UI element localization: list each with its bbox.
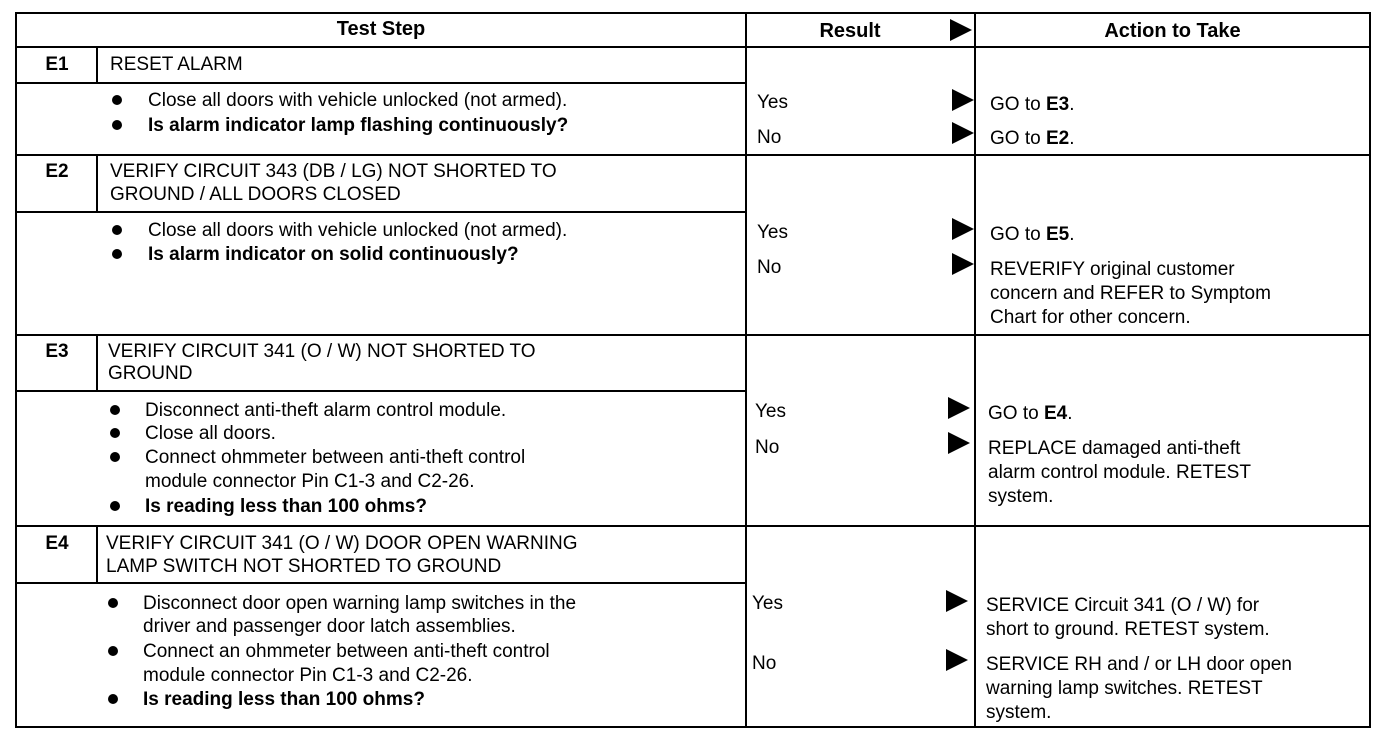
result-arrow-icon [948,397,970,419]
result-arrow-icon [946,649,968,671]
bullet-icon [110,428,120,438]
action-text: GO to E3. [990,94,1075,115]
bullet-icon [108,694,118,704]
result-label: Yes [752,593,783,614]
step-bullet-continuation: module connector Pin C1-3 and C2-26. [143,665,473,686]
step-title: RESET ALARM [110,54,243,75]
step-bullet: Close all doors with vehicle unlocked (not armed). [148,220,568,241]
action-text: REPLACE damaged anti-theft [988,438,1241,459]
section-divider-e2 [15,154,1371,156]
title-divider-e2 [15,211,747,213]
step-code: E4 [45,533,69,554]
step-code: E2 [45,161,69,182]
action-text: Chart for other concern. [990,307,1191,328]
bullet-icon [112,95,122,105]
result-arrow-icon [952,89,974,111]
result-arrow-icon [952,218,974,240]
result-column-divider [745,12,747,728]
action-text: GO to E2. [990,128,1075,149]
result-label: No [755,437,780,458]
bullet-icon [112,120,122,130]
table-left-border [15,12,17,728]
action-text: SERVICE Circuit 341 (O / W) for [986,595,1260,616]
action-text: SERVICE RH and / or LH door open [986,654,1292,675]
action-text: GO to E5. [990,224,1075,245]
table-bottom-border [15,726,1371,728]
result-label: Yes [755,401,786,422]
bullet-icon [110,405,120,415]
section-divider-e3 [15,334,1371,336]
header-action: Action to Take [1104,20,1241,42]
result-arrow-icon [946,590,968,612]
table-right-border [1369,12,1371,728]
action-text: system. [986,702,1052,723]
section-divider-e4 [15,525,1371,527]
header-test-step: Test Step [336,18,426,40]
title-divider-e3 [15,390,747,392]
action-text: alarm control module. RETEST [988,462,1251,483]
result-label: Yes [757,222,788,243]
action-text: system. [988,486,1054,507]
action-text: warning lamp switches. RETEST [986,678,1263,699]
step-code: E1 [45,54,69,75]
header-result: Result [819,20,881,42]
step-title: GROUND / ALL DOORS CLOSED [110,184,401,205]
step-bullet-continuation: driver and passenger door latch assemblies. [143,616,516,637]
result-arrow-icon [952,122,974,144]
step-question: Is alarm indicator lamp flashing continuously? [148,115,569,136]
result-label: Yes [757,92,788,113]
step-code: E3 [45,341,69,362]
table-top-border [15,12,1371,14]
action-text: GO to E4. [988,403,1073,424]
bullet-icon [110,452,120,462]
step-question: Is reading less than 100 ohms? [145,496,427,517]
step-question: Is reading less than 100 ohms? [143,689,425,710]
bullet-icon [108,646,118,656]
title-divider-e4 [15,582,747,584]
step-bullet-continuation: module connector Pin C1-3 and C2-26. [145,471,475,492]
title-divider-e1 [15,82,747,84]
action-text: concern and REFER to Symptom [990,283,1271,304]
step-title: VERIFY CIRCUIT 341 (O / W) DOOR OPEN WARNING [106,533,578,554]
step-title: LAMP SWITCH NOT SHORTED TO GROUND [106,556,502,577]
result-label: No [757,127,782,148]
action-text: REVERIFY original customer [990,259,1235,280]
action-text: short to ground. RETEST system. [986,619,1270,640]
result-label: No [752,653,777,674]
action-column-divider [974,12,976,728]
result-arrow-icon [948,432,970,454]
result-arrow-icon [952,253,974,275]
bullet-icon [108,598,118,608]
bullet-icon [110,501,120,511]
step-title: VERIFY CIRCUIT 341 (O / W) NOT SHORTED TO [108,341,536,362]
bullet-icon [112,225,122,235]
header-divider [15,46,1371,48]
bullet-icon [112,249,122,259]
step-bullet: Connect ohmmeter between anti-theft control [145,447,526,468]
result-label: No [757,257,782,278]
step-title: VERIFY CIRCUIT 343 (DB / LG) NOT SHORTED TO [110,161,557,182]
step-bullet: Disconnect anti-theft alarm control module. [145,400,507,421]
step-bullet: Close all doors. [145,423,276,444]
step-question: Is alarm indicator on solid continuously? [148,244,519,265]
header-arrow-icon [950,19,972,41]
step-bullet: Close all doors with vehicle unlocked (not armed). [148,90,568,111]
step-bullet: Disconnect door open warning lamp switches in the [143,593,577,614]
step-title: GROUND [108,363,193,384]
step-bullet: Connect an ohmmeter between anti-theft control [143,641,550,662]
